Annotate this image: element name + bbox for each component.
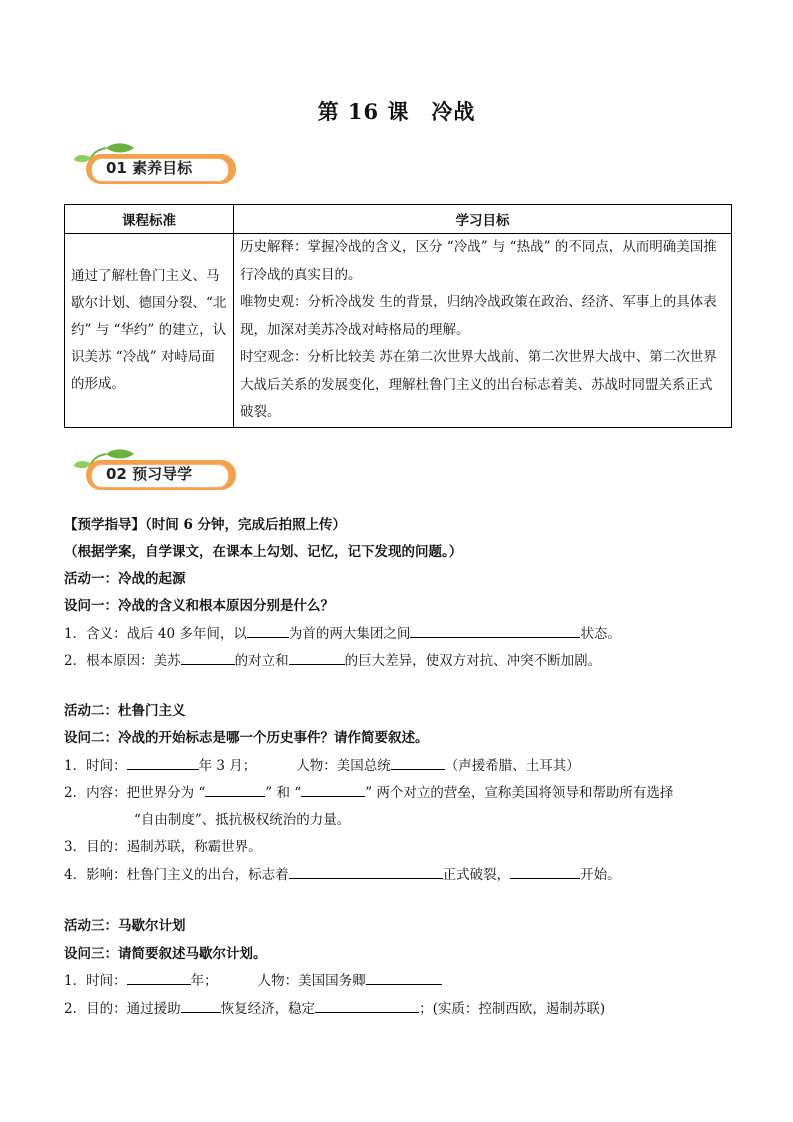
guide-instruction: 【预学指导】（时间 6 分钟，完成后拍照上传）	[64, 517, 347, 533]
answer-blank[interactable]	[247, 623, 289, 638]
activity-title: 活动一：冷战的起源	[64, 571, 186, 587]
answer-blank[interactable]	[410, 623, 580, 638]
answer-blank[interactable]	[289, 864, 443, 879]
objective-item: 历史解释：掌握冷战的含义，区分 “冷战” 与 “热战” 的不同点，从而明确美国推行冷战的真实目的。	[240, 239, 717, 283]
answer-blank[interactable]	[391, 755, 445, 770]
objective-item: 唯物史观：分析冷战发 生的背景，归纳冷战政策在政治、经济、军事上的具体表现，加深对美苏冷战对峙格局的理解。	[240, 294, 717, 338]
answer-blank[interactable]	[127, 755, 199, 770]
activity-title: 活动二：杜鲁门主义	[64, 703, 186, 719]
fill-line: 4．影响：杜鲁门主义的出台，标志着 正式破裂， 开始。	[64, 863, 621, 883]
activity-question: 设问三：请简要叙述马歇尔计划。	[64, 946, 267, 962]
activity-question: 设问一：冷战的含义和根本原因分别是什么？	[64, 598, 334, 614]
fill-line: 2．根本原因：美苏 的对立和 的巨大差异，使双方对抗、冲突不断加剧。	[64, 649, 601, 669]
answer-blank[interactable]	[205, 782, 265, 797]
goals-table	[64, 204, 732, 428]
answer-blank[interactable]	[301, 782, 365, 797]
activity-title: 活动三：马歇尔计划	[64, 918, 186, 934]
answer-blank[interactable]	[289, 650, 345, 665]
text-line: “自由制度”、抵抗极权统治的力量。	[134, 812, 351, 828]
objective-item: 时空观念：分析比较美 苏在第二次世界大战前、第二次世界大战中、第二次世界大战后关系的发展变化，理解杜鲁门主义的出台标志着美、苏战时同盟关系正式破裂。	[240, 349, 717, 420]
section-label: 01 素养目标	[106, 159, 193, 177]
answer-blank[interactable]	[127, 970, 191, 985]
fill-line: 1．含义：战后 40 多年间，以 为首的两大集团之间 状态。	[64, 622, 621, 642]
answer-blank[interactable]	[366, 970, 442, 985]
answer-blank[interactable]	[315, 998, 419, 1013]
section-badge-preview	[72, 448, 252, 498]
fill-line: 1．时间： 年； 人物：美国国务卿	[64, 969, 442, 989]
course-standard-cell: 通过了解杜鲁门主义、马歇尔计划、德国分裂、“北约” 与 “华约” 的建立，认识美苏 “冷战” 对峙局面的形成。	[65, 234, 234, 428]
objectives-cell	[234, 234, 732, 428]
table-header-objectives: 学习目标	[234, 205, 732, 234]
fill-line: 2．目的：通过援助 恢复经济，稳定 ；(实质：控制西欧，遏制苏联)	[64, 997, 605, 1017]
answer-blank[interactable]	[510, 864, 580, 879]
table-header-standard: 课程标准	[65, 205, 234, 234]
page-title: 第 16 课 冷战	[317, 99, 476, 124]
activity-question: 设问二：冷战的开始标志是哪一个历史事件？请作简要叙述。	[64, 730, 429, 746]
section-badge-goals	[72, 142, 252, 192]
answer-blank[interactable]	[181, 998, 221, 1013]
answer-blank[interactable]	[181, 650, 235, 665]
section-label: 02 预习导学	[106, 465, 193, 483]
text-line: 3．目的：遏制苏联，称霸世界。	[64, 839, 262, 855]
guide-note: （根据学案，自学课文，在课本上勾划、记忆，记下发现的问题。）	[64, 544, 463, 560]
fill-line: 2．内容：把世界分为 “ ” 和 “ ” 两个对立的营垒，宣称美国将领导和帮助所有选择	[64, 781, 673, 801]
fill-line: 1．时间： 年 3 月； 人物：美国总统 （声援希腊、土耳其）	[64, 754, 580, 774]
